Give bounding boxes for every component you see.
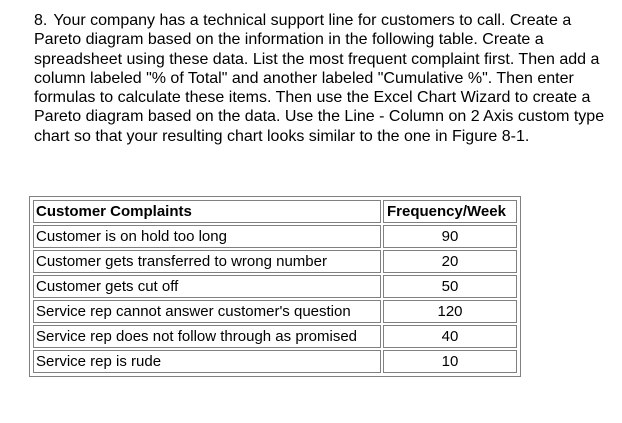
table-row <box>33 275 517 298</box>
table-row <box>33 300 517 323</box>
complaint-cell: Customer is on hold too long <box>33 225 381 248</box>
table-row <box>33 225 517 248</box>
frequency-cell: 120 <box>383 300 517 323</box>
frequency-cell: 10 <box>383 350 517 373</box>
table-row <box>33 325 517 348</box>
question-paragraph <box>34 11 614 146</box>
table-header-row <box>33 200 517 223</box>
frequency-cell: 40 <box>383 325 517 348</box>
question-number: 8. <box>34 12 48 29</box>
frequency-cell: 20 <box>383 250 517 273</box>
complaints-table <box>31 198 519 375</box>
frequency-cell: 50 <box>383 275 517 298</box>
question-text: Your company has a technical support line for customers to call. Create a Pareto diagram based on the information in the following table. Create a spreadsheet using these data. List the most frequent complaint first. Then add a column labeled "% of Total" and another labeled "Cumulative %". Then enter formulas to calculate these items. Then use the Excel Chart Wizard to create a Pareto diagram based on the data. Use the Line - Column on 2 Axis custom type chart so that your resulting chart looks similar to the one in Figure 8-1. <box>34 12 605 145</box>
complaint-cell: Service rep cannot answer customer's question <box>33 300 381 323</box>
header-customer-complaints: Customer Complaints <box>33 200 381 223</box>
frequency-cell: 90 <box>383 225 517 248</box>
header-frequency-week: Frequency/Week <box>383 200 517 223</box>
complaints-table-frame <box>29 196 521 377</box>
table-row <box>33 250 517 273</box>
complaint-cell: Customer gets transferred to wrong number <box>33 250 381 273</box>
table-row <box>33 350 517 373</box>
complaint-cell: Service rep does not follow through as promised <box>33 325 381 348</box>
complaint-cell: Service rep is rude <box>33 350 381 373</box>
complaint-cell: Customer gets cut off <box>33 275 381 298</box>
